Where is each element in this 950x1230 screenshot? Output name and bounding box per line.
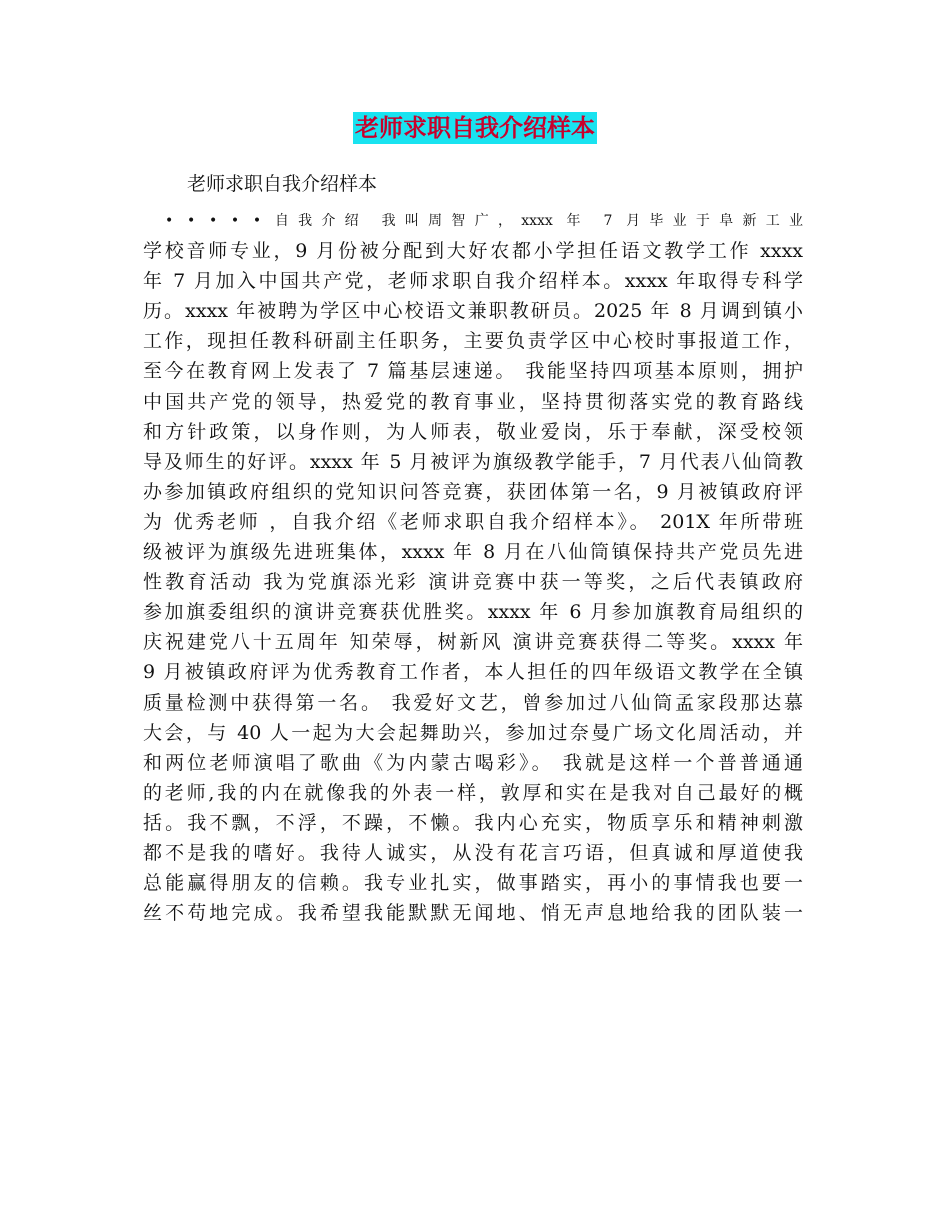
body-line: 性教育活动 我为党旗添光彩 演讲竞赛中获一等奖，之后代表镇政府 <box>143 571 803 594</box>
page-title: 老师求职自我介绍样本 <box>355 114 595 142</box>
body-line: 中国共产党的领导，热爱党的教育事业，坚持贯彻落实党的教育路线 <box>143 390 803 413</box>
body-line: 级被评为旗级先进班集体，xxxx 年 8 月在八仙筒镇保持共产党员先进 <box>143 541 803 564</box>
body-line: 和两位老师演唱了歌曲《为内蒙古喝彩》。 我就是这样一个普普通通 <box>143 751 803 774</box>
body-line: 9 月被镇政府评为优秀教育工作者，本人担任的四年级语文教学在全镇 <box>143 661 803 684</box>
body-line: 庆祝建党八十五周年 知荣辱，树新风 演讲竞赛获得二等奖。xxxx 年 <box>143 631 803 654</box>
body-line: 丝不苟地完成。我希望我能默默无闻地、悄无声息地给我的团队装一 <box>143 902 803 925</box>
body-line: 质量检测中获得第一名。 我爱好文艺，曾参加过八仙筒孟家段那达慕 <box>143 691 803 714</box>
body-line: 年 7 月加入中国共产党，老师求职自我介绍样本。xxxx 年取得专科学 <box>143 270 803 293</box>
body-line: 和方针政策，以身作则，为人师表，敬业爱岗，乐于奉献，深受校领 <box>143 420 803 443</box>
body-line: 总能赢得朋友的信赖。我专业扎实，做事踏实，再小的事情我也要一 <box>143 872 803 895</box>
body-line: 的老师,我的内在就像我的外表一样，敦厚和实在是我对自己最好的概 <box>143 781 803 804</box>
document-subtitle: 老师求职自我介绍样本 <box>187 173 378 195</box>
body-line: 都不是我的嗜好。我待人诚实，从没有花言巧语，但真诚和厚道使我 <box>143 841 803 864</box>
body-line: 括。我不飘，不浮，不躁，不懒。我内心充实，物质享乐和精神刺激 <box>143 811 803 834</box>
body-line: • • • • • 自我介绍 我叫周智广，xxxx 年 7 月毕业于阜新工业 <box>165 213 803 229</box>
body-line: 办参加镇政府组织的党知识问答竞赛，获团体第一名，9 月被镇政府评 <box>143 480 803 503</box>
body-line: 导及师生的好评。xxxx 年 5 月被评为旗级教学能手，7 月代表八仙筒教 <box>143 450 803 473</box>
body-line: 参加旗委组织的演讲竞赛获优胜奖。xxxx 年 6 月参加旗教育局组织的 <box>143 601 803 624</box>
body-line: 工作，现担任教科研副主任职务，主要负责学区中心校时事报道工作， <box>143 330 803 353</box>
body-line: 至今在教育网上发表了 7 篇基层速递。 我能坚持四项基本原则，拥护 <box>143 360 803 383</box>
title-container <box>0 112 950 144</box>
body-line: 为 优秀老师 ，自我介绍《老师求职自我介绍样本》。 201X 年所带班 <box>143 510 803 533</box>
body-paragraph <box>143 206 803 928</box>
body-line: 学校音师专业，9 月份被分配到大好农都小学担任语文教学工作 xxxx <box>143 240 803 263</box>
body-line: 历。xxxx 年被聘为学区中心校语文兼职教研员。2025 年 8 月调到镇小 <box>143 300 803 323</box>
body-line: 大会，与 40 人一起为大会起舞助兴，参加过奈曼广场文化周活动，并 <box>143 721 803 744</box>
